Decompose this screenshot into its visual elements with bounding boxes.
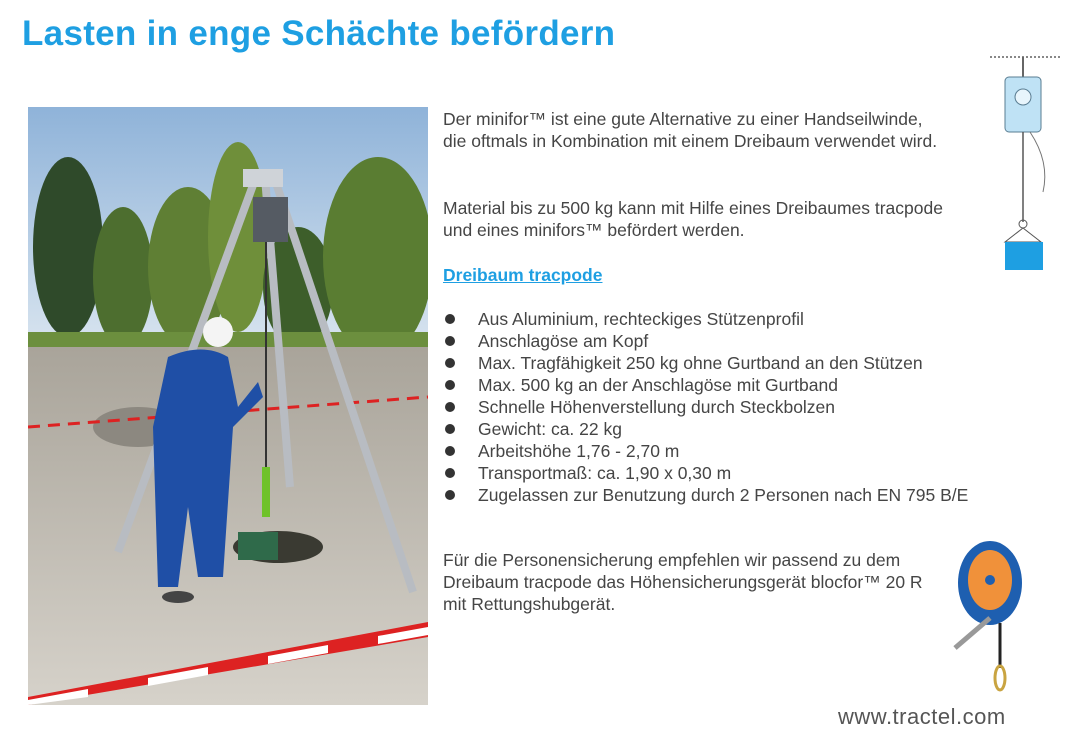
list-item: [443, 418, 968, 440]
subheading-link[interactable]: Dreibaum tracpode: [443, 265, 603, 285]
winch-illustration: [985, 52, 1065, 274]
intro-paragraph-2: Material bis zu 500 kg kann mit Hilfe eines Dreibaumes tracpode und eines minifors™ befördert werden.: [443, 198, 943, 240]
feature-text: Max. Tragfähigkeit 250 kg ohne Gurtband an den Stützen: [478, 353, 923, 373]
feature-text: Max. 500 kg an der Anschlagöse mit Gurtband: [478, 375, 838, 395]
page-title: Lasten in enge Schächte befördern: [22, 14, 616, 53]
feature-text: Zugelassen zur Benutzung durch 2 Personen nach EN 795 B/E: [478, 485, 969, 505]
bullet-icon: [445, 446, 455, 456]
list-item: [443, 462, 968, 484]
list-item: [443, 440, 968, 462]
feature-text: Anschlagöse am Kopf: [478, 331, 649, 351]
list-item: [443, 374, 968, 396]
list-item: [443, 352, 968, 374]
feature-text: Aus Aluminium, rechteckiges Stützenprofil: [478, 309, 804, 329]
list-item: [443, 484, 968, 506]
intro-paragraph-1: Der minifor™ ist eine gute Alternative zu einer Handseilwinde, die oftmals in Kombination mit einem Dreibaum verwendet wird.: [443, 109, 938, 151]
blocfor-device-illustration: [945, 538, 1035, 698]
list-item: [443, 330, 968, 352]
feature-list: [443, 308, 968, 506]
feature-text: Gewicht: ca. 22 kg: [478, 419, 622, 439]
bullet-icon: [445, 402, 455, 412]
list-item: [443, 396, 968, 418]
footer-website-link[interactable]: www.tractel.com: [838, 704, 1006, 729]
feature-text: Schnelle Höhenverstellung durch Steckbolzen: [478, 397, 836, 417]
bullet-icon: [445, 424, 455, 434]
bullet-icon: [445, 336, 455, 346]
tripod-photo: [28, 107, 428, 705]
bullet-icon: [445, 490, 455, 500]
recommendation-paragraph: Für die Personensicherung empfehlen wir passend zu dem Dreibaum tracpode das Höhensicherungsgerät blocfor™ 20 R mit Rettungshubgerät.: [443, 550, 923, 614]
bullet-icon: [445, 380, 455, 390]
feature-text: Arbeitshöhe 1,76 - 2,70 m: [478, 441, 680, 461]
feature-text: Transportmaß: ca. 1,90 x 0,30 m: [478, 463, 732, 483]
list-item: [443, 308, 968, 330]
bullet-icon: [445, 358, 455, 368]
bullet-icon: [445, 314, 455, 324]
bullet-icon: [445, 468, 455, 478]
